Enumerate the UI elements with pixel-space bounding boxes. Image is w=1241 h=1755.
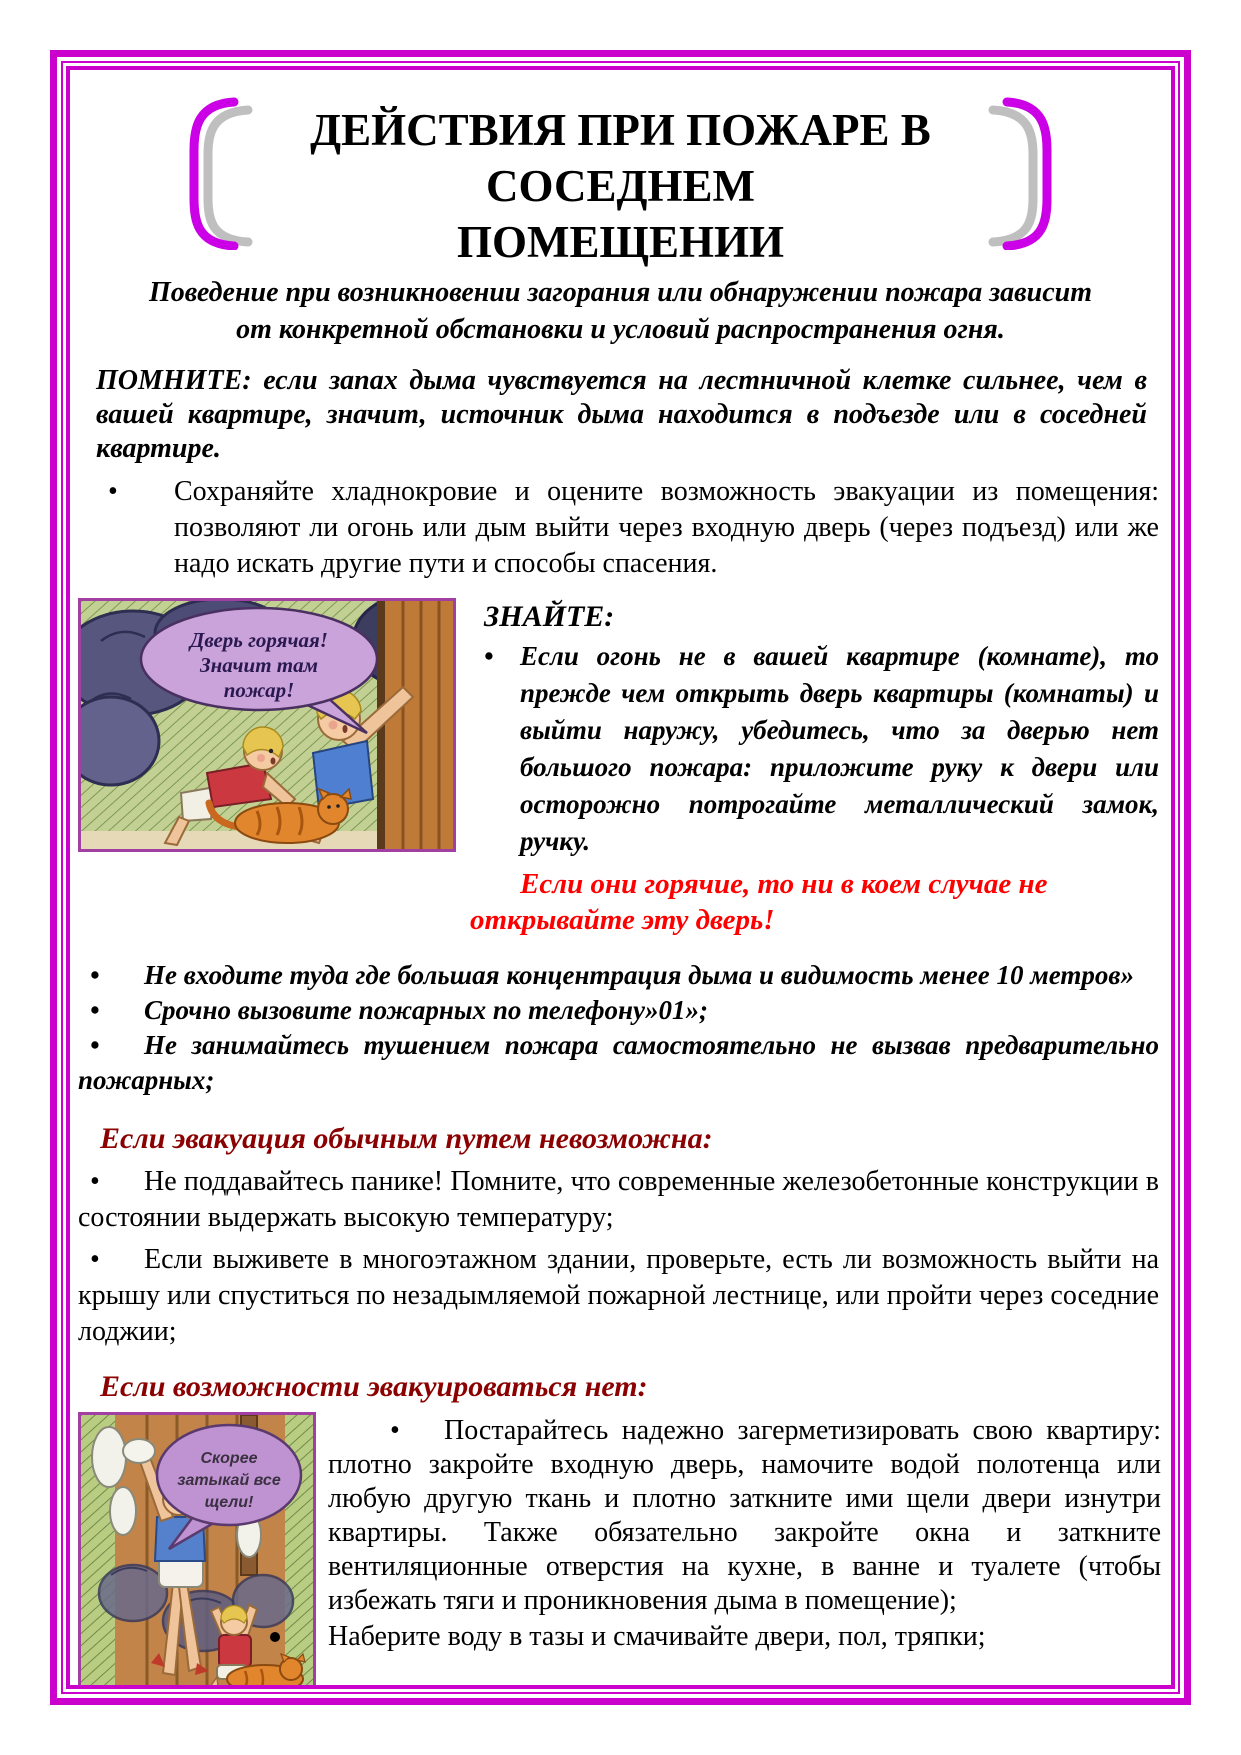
mid-bullet-1: •Не входите туда где большая концентрация дыма и видимость менее 10 метров» [78,958,1159,993]
know-text-column [470,598,1163,938]
hot-door-warning: Если они горячие, то ни в коем случае не открывайте эту дверь! [470,868,1048,936]
mid-bullets [78,958,1163,1098]
bracket-right-icon [985,92,1055,250]
wooden-door [377,601,453,849]
keep-calm-bullet: • Сохраняйте хладнокровие и оцените возможность эвакуации из помещения: позволяют ли огонь или дым выйти через входную дверь (через подъезд) или же надо искать другие пути и способы спасения. [78,474,1159,582]
bubble-line-2: Значит там [199,653,319,677]
know-list [470,638,1163,860]
bubble-line-3: пожар! [223,678,295,702]
no-evac-bullet-1: •Не поддавайтесь панике! Помните, что современные железобетонные конструкции в состоянии выдержать высокую температуру; [78,1164,1159,1236]
page-border-middle-line [61,61,1180,1694]
mid-bullet-3: •Не занимайтесь тушением пожара самостоятельно не вызвав предварительно пожарных; [78,1028,1159,1098]
bullet-dot [90,1242,144,1278]
bullet-dot [270,1632,280,1642]
bubble-line-2: затыкай все [177,1472,281,1489]
bracket-left-icon [186,92,256,250]
bullet-dot [90,993,144,1028]
seal-section [78,1412,1163,1689]
bullet-dot [90,1028,144,1063]
seal-bullet-2: Наберите воду в тазы и смачивайте двери, пол, тряпки; [328,1620,1161,1654]
section-heading-no-evacuation: Если эвакуация обычным путем невозможна: [100,1122,713,1155]
illustration-seal-cracks [78,1412,316,1689]
illustration-hot-door [78,598,456,852]
seal-text-column [328,1412,1163,1654]
know-bullet: • Если огонь не в вашей квартире (комнате), то прежде чем открыть дверь квартиры (комнаты) и выйти наружу, убедитесь, что за дверью нет большого пожара: приложите руку к двери или осторожно потрогайте металлический замок, ручку. [470,638,1159,860]
know-section [78,598,1163,938]
bubble-line-3: щели! [204,1494,254,1511]
bullet-dot [90,958,144,993]
keep-calm-list [78,474,1163,582]
page-title-line-1: ДЕЙСТВИЯ ПРИ ПОЖАРЕ В СОСЕДНЕМ [310,105,931,211]
bubble-line-1: Дверь горячая! [190,628,328,652]
section-heading-cannot-evacuate: Если возможности эвакуироваться нет: [100,1370,648,1403]
bubble-line-1: Скорее [200,1450,258,1467]
know-heading: ЗНАЙТЕ: [484,600,615,633]
no-evac-bullet-2: •Если выживете в многоэтажном здании, проверьте, есть ли возможность выйти на крышу или спуститься по незадымляемой пожарной лестнице, или пройти через соседние лоджии; [78,1242,1159,1350]
mid-bullet-2: •Срочно вызовите пожарных по телефону»01»; [78,993,1159,1028]
title-block [78,92,1163,267]
seal-bullet-1: •Постарайтесь надежно загерметизировать свою квартиру: плотно закройте входную дверь, намочите водой полотенца или любую другую ткань и плотно заткните ими щели двери изнутри квартиры. Также обязательно закройте окна и заткните вентиляционные отверстия на кухне, в ванне и туалете (чтобы избежать тяги и проникновения дыма в помещение); [328,1414,1161,1618]
intro-paragraph: Поведение при возникновении загорания или обнаружении пожара зависит от конкретной обстановки и условий распространения огня. [148,277,1093,345]
page-border [50,50,1191,1705]
page-border-inner-line [66,66,1175,1689]
bullet-dot [90,1164,144,1200]
bullet-dot [390,1414,444,1448]
page-title-line-2: ПОМЕЩЕНИИ [457,217,784,267]
document-content [70,70,1171,1689]
remember-paragraph: ПОМНИТЕ: если запах дыма чувствуется на лестничной клетке сильнее, чем в вашей квартире, значит, источник дыма находится в подъезде или в соседней квартире. [96,365,1147,464]
page-title [268,92,973,270]
